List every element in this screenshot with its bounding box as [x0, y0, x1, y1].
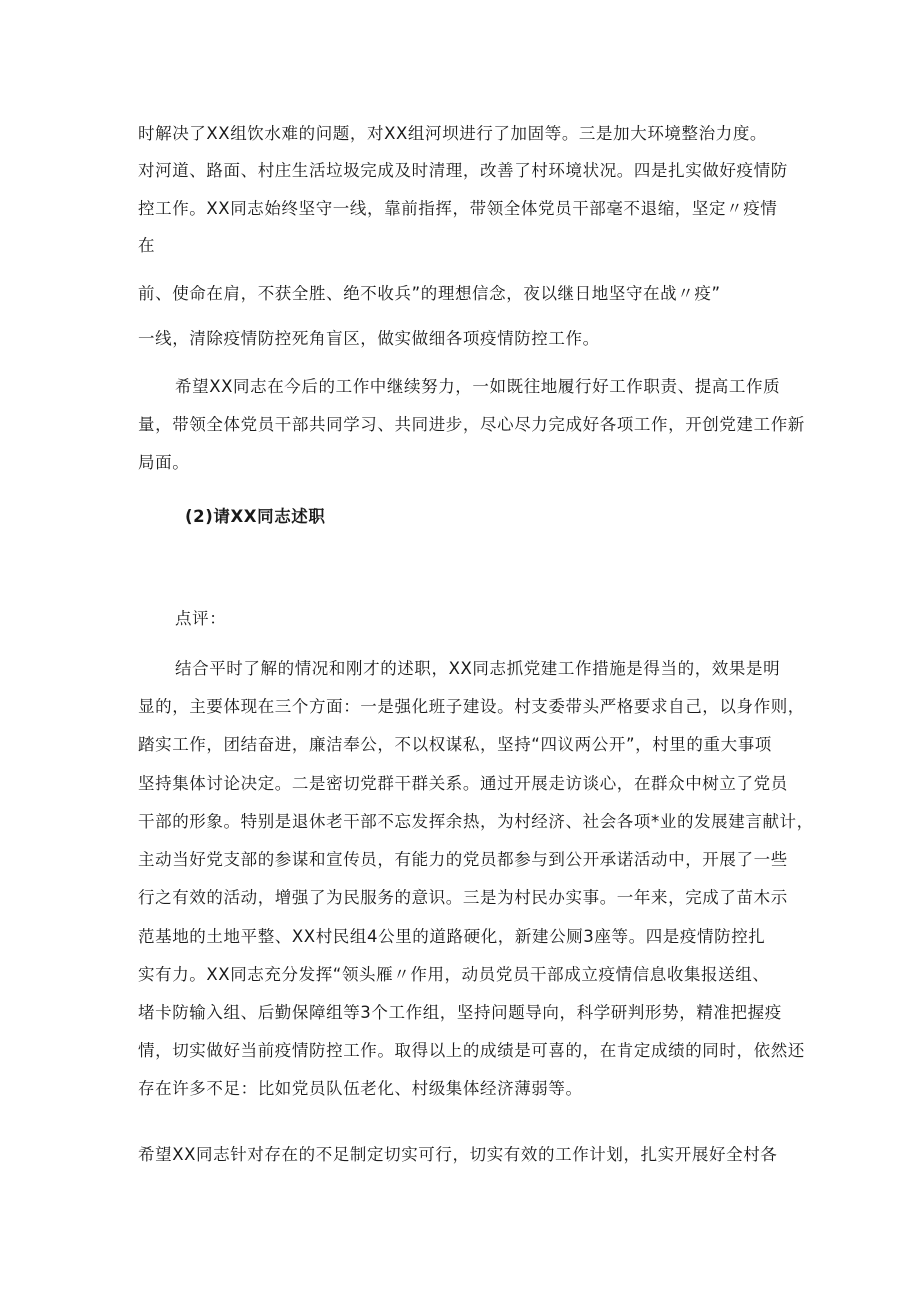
text-line: 堵卡防输入组、后勤保障组等3个工作组，坚持问题导向，科学研判形势，精准把握疫: [138, 1003, 782, 1022]
text-line: 希望XX同志在今后的工作中继续努力，一如既往地履行好工作职责、提高工作质: [175, 377, 781, 396]
text-line: 显的，主要体现在三个方面：一是强化班子建设。村支委带头严格要求自己，以身作则，: [138, 697, 805, 716]
text-line: 行之有效的活动，增强了为民服务的意识。三是为村民办实事。一年来，完成了苗木示: [138, 888, 788, 907]
text-line: 对河道、路面、村庄生活垃圾完成及时清理，改善了村环境状况。四是扎实做好疫情防: [138, 161, 788, 180]
section-heading: (2)请XX同志述职: [185, 507, 326, 526]
text-line: 主动当好党支部的参谋和宣传员，有能力的党员都参与到公开承诺活动中，开展了一些: [138, 850, 788, 869]
text-line: 实有力。XX同志充分发挥“领头雁〃作用，动员党员干部成立疫情信息收集报送组、: [138, 965, 770, 984]
comment-label: 点评：: [175, 609, 227, 628]
text-line: 范基地的土地平整、XX村民组4公里的道路硬化，新建公厕3座等。四是疫情防控扎: [138, 927, 766, 946]
text-line: 时解决了XX组饮水难的问题，对XX组河坝进行了加固等。三是加大环境整治力度。: [138, 124, 768, 143]
text-line: 一线，清除疫情防控死角盲区，做实做细各项疫情防控工作。: [138, 329, 600, 348]
text-line: 局面。: [138, 453, 190, 472]
text-line: 存在许多不足：比如党员队伍老化、村级集体经济薄弱等。: [138, 1079, 583, 1098]
text-line: 踏实工作，团结奋进，廉洁奉公，不以权谋私，坚持“四议两公开”，村里的重大事项: [138, 735, 772, 754]
text-line: 干部的形象。特别是退休老干部不忘发挥余热，为村经济、社会各项*业的发展建言献计，: [138, 812, 814, 831]
text-line: 结合平时了解的情况和刚才的述职，XX同志抓党建工作措施是得当的，效果是明: [175, 659, 781, 678]
text-line: 在: [138, 236, 156, 255]
text-line: 坚持集体讨论决定。二是密切党群干群关系。通过开展走访谈心，在群众中树立了党员: [138, 774, 788, 793]
text-line: 控工作。XX同志始终坚守一线，靠前指挥，带领全体党员干部毫不退缩，坚定〃疫情: [138, 199, 778, 218]
text-line: 希望XX同志针对存在的不足制定切实可行，切实有效的工作计划，扎实开展好全村各: [138, 1145, 778, 1164]
text-line: 量，带领全体党员干部共同学习、共同进步，尽心尽力完成好各项工作，开创党建工作新: [138, 415, 805, 434]
text-line: 前、使命在肩，不获全胜、绝不收兵”的理想信念，夜以继日地坚守在战〃疫”: [138, 284, 721, 303]
text-line: 情，切实做好当前疫情防控工作。取得以上的成绩是可喜的，在肯定成绩的同时，依然还: [138, 1041, 805, 1060]
